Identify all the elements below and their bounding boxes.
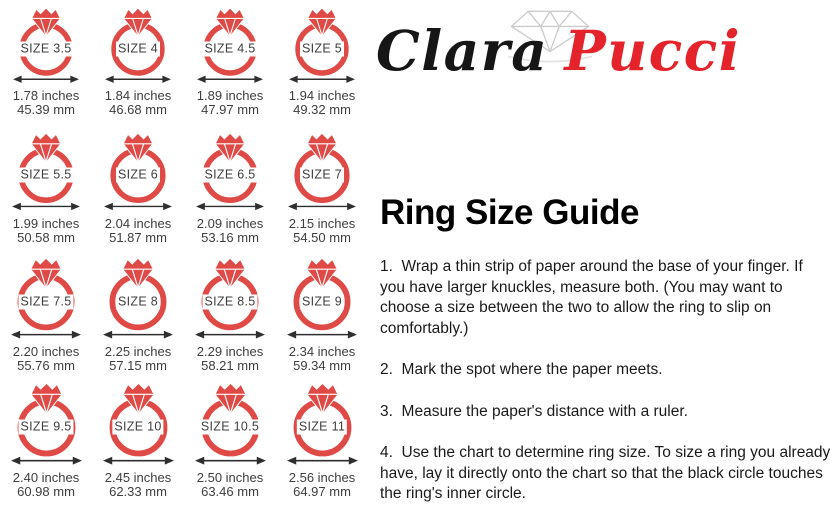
ring-size-cell <box>288 132 356 257</box>
ring-size-cell <box>103 257 173 382</box>
diameter-inches: 2.04 inches <box>104 216 172 232</box>
ring-size-label: SIZE 10 <box>114 419 162 434</box>
diameter-mm: 58.21 mm <box>201 357 259 373</box>
ring-measurements <box>289 217 356 245</box>
ring-measurements <box>197 471 264 499</box>
ring-measurements <box>105 345 172 373</box>
ring-size-cell <box>287 257 357 382</box>
diameter-inches: 1.99 inches <box>12 216 80 232</box>
ring-size-cell <box>195 257 265 382</box>
ring-size-label: SIZE 11 <box>298 419 346 434</box>
ring-size-label: SIZE 6 <box>117 167 159 182</box>
ring-measurements <box>197 345 264 373</box>
diameter-inches: 1.84 inches <box>104 88 172 104</box>
brand-logo <box>372 4 836 116</box>
ring-measurements <box>197 217 264 245</box>
ring-size-chart <box>0 7 368 507</box>
brand-wordmark <box>376 18 741 83</box>
diameter-inches: 1.94 inches <box>288 88 356 104</box>
ring-measurements <box>289 345 356 373</box>
diameter-inches: 1.89 inches <box>196 88 264 104</box>
ring-size-cell <box>104 132 172 257</box>
ring-size-label: SIZE 7.5 <box>20 294 72 309</box>
ring-measurements <box>289 89 356 117</box>
diameter-inches: 2.40 inches <box>12 470 80 486</box>
ring-size-label: SIZE 10.5 <box>200 419 260 434</box>
diameter-inches: 2.34 inches <box>288 343 356 359</box>
ring-measurements <box>289 471 356 499</box>
diameter-mm: 55.76 mm <box>17 357 75 373</box>
ring-size-cell <box>11 257 81 382</box>
diameter-mm: 60.98 mm <box>17 484 75 500</box>
diameter-mm: 63.46 mm <box>201 484 259 500</box>
ring-size-cell <box>289 7 356 132</box>
guide-step-1: 1. Wrap a thin strip of paper around the base of your finger. If you have larger knuckles, measure both. (You may want to choose a size between the two to allow the ring to slip on comfortably.) <box>380 258 803 337</box>
ring-size-guide-section <box>380 193 832 526</box>
ring-measurements <box>105 471 172 499</box>
diameter-inches: 2.09 inches <box>196 216 264 232</box>
ring-size-label: SIZE 9 <box>301 294 343 309</box>
ring-size-label: SIZE 5 <box>301 41 343 56</box>
ring-size-label: SIZE 7 <box>301 167 343 182</box>
ring-size-cell <box>13 7 80 132</box>
diameter-mm: 64.97 mm <box>293 484 351 500</box>
diameter-mm: 49.32 mm <box>293 102 351 118</box>
ring-size-cell <box>103 382 174 507</box>
brand-name-pucci: Pucci <box>564 18 742 83</box>
diameter-inches: 2.25 inches <box>104 343 172 359</box>
diameter-inches: 2.56 inches <box>288 470 356 486</box>
diameter-inches: 2.50 inches <box>196 470 264 486</box>
brand-name-clara: Clara <box>376 18 549 83</box>
diameter-inches: 2.20 inches <box>12 343 80 359</box>
ring-size-label: SIZE 4 <box>117 41 159 56</box>
ring-measurements <box>105 89 172 117</box>
ring-size-label: SIZE 4.5 <box>204 41 256 56</box>
ring-size-cell <box>195 382 266 507</box>
diameter-mm: 59.34 mm <box>293 357 351 373</box>
ring-measurements <box>105 217 172 245</box>
ring-measurements <box>13 217 80 245</box>
ring-size-cell <box>287 382 358 507</box>
guide-step-2: 2. Mark the spot where the paper meets. <box>380 361 663 378</box>
ring-size-label: SIZE 3.5 <box>20 41 72 56</box>
ring-size-label: SIZE 8.5 <box>204 294 256 309</box>
diameter-mm: 45.39 mm <box>17 102 75 118</box>
diameter-mm: 47.97 mm <box>201 102 259 118</box>
diameter-mm: 50.58 mm <box>17 230 75 246</box>
diameter-mm: 51.87 mm <box>109 230 167 246</box>
ring-size-cell <box>11 382 82 507</box>
diameter-inches: 2.29 inches <box>196 343 264 359</box>
guide-step-4: 4. Use the chart to determine ring size. To size a ring you already have, lay it directly onto the chart so that the black circle touches the ring's inner circle. <box>380 444 831 502</box>
ring-size-cell <box>197 7 264 132</box>
ring-size-label: SIZE 9.5 <box>20 419 72 434</box>
ring-size-label: SIZE 6.5 <box>204 167 256 182</box>
guide-step-3: 3. Measure the paper's distance with a ruler. <box>380 402 688 420</box>
ring-size-cell <box>105 7 172 132</box>
diameter-mm: 57.15 mm <box>109 357 167 373</box>
ring-size-label: SIZE 8 <box>117 294 159 309</box>
diameter-mm: 62.33 mm <box>109 484 167 500</box>
diameter-mm: 46.68 mm <box>109 102 167 118</box>
ring-size-cell <box>12 132 80 257</box>
ring-measurements <box>13 345 80 373</box>
ring-measurements <box>197 89 264 117</box>
ring-measurements <box>13 89 80 117</box>
diameter-mm: 53.16 mm <box>201 230 259 246</box>
diameter-mm: 54.50 mm <box>293 230 351 246</box>
diameter-inches: 2.15 inches <box>288 216 356 232</box>
diameter-inches: 1.78 inches <box>12 88 80 104</box>
ring-size-label: SIZE 5.5 <box>20 167 72 182</box>
ring-measurements <box>13 471 80 499</box>
page-title: Ring Size Guide <box>380 193 639 232</box>
diameter-inches: 2.45 inches <box>104 470 172 486</box>
ring-size-cell <box>196 132 264 257</box>
